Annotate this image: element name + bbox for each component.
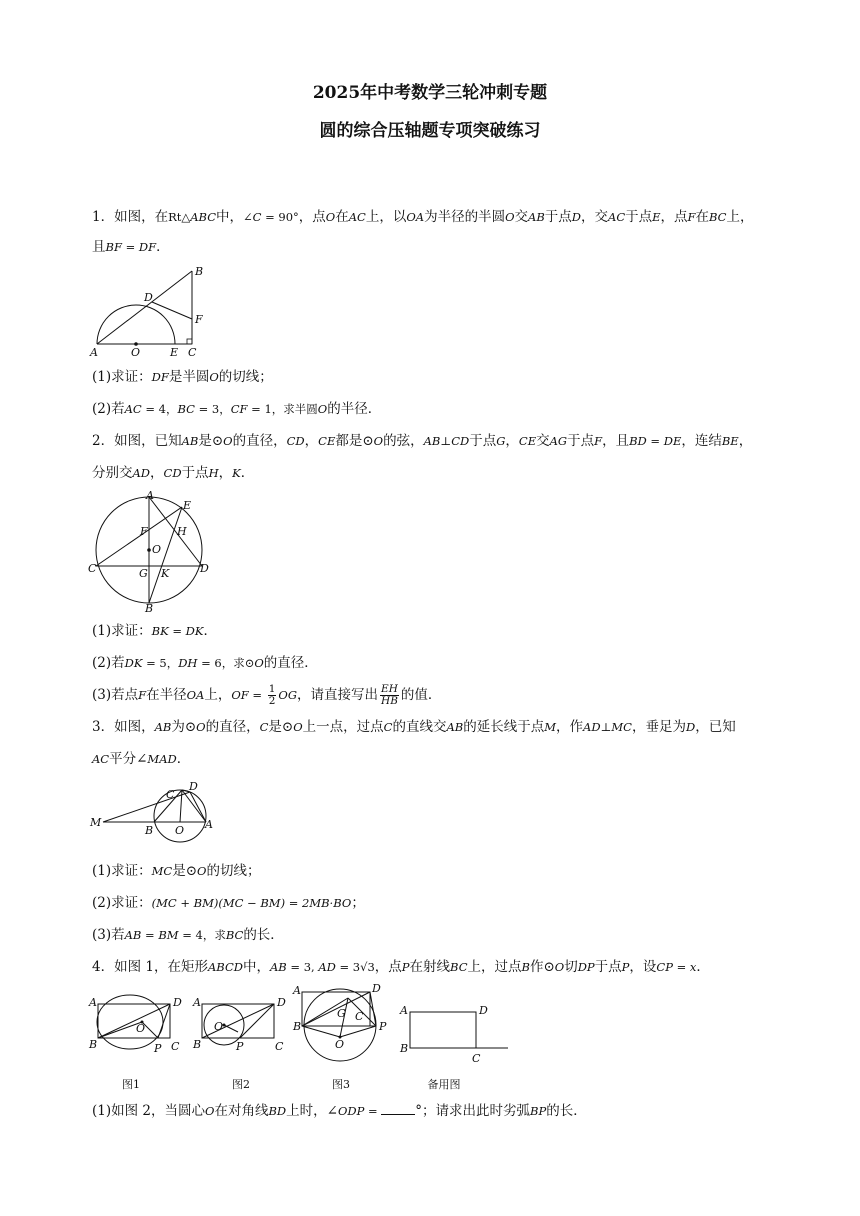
fig2-label-o: O: [214, 1020, 224, 1033]
fig1-label-p: P: [154, 1042, 162, 1055]
q3-part3: (3)若AB = BM = 4，求BC的长．: [92, 927, 284, 943]
fig4-label-b: B: [400, 1042, 409, 1055]
q2-stem-line1: 2．如图，已知AB是⊙O的直径，CD，CE都是⊙O的弦，AB⊥CD于点G，CE交AG于点F，且BD = DE，连结BE，: [92, 433, 753, 449]
q4-caption-fig1: 图1: [122, 1078, 140, 1091]
page-title: 2025年中考数学三轮冲刺专题: [312, 83, 548, 103]
q3-figure: [88, 778, 218, 838]
q4-figure-1: [86, 992, 186, 1056]
q1-figure: [88, 264, 218, 360]
fig3-label-p: P: [379, 1020, 387, 1033]
q3-part1: (1)求证：MC是⊙O的切线；: [92, 863, 261, 879]
q1-label-e: E: [170, 346, 179, 359]
q4-caption-fig3: 图3: [332, 1078, 350, 1091]
fig3-label-o: O: [335, 1038, 345, 1051]
q3-label-c: C: [166, 788, 175, 801]
fig1-label-o: O: [136, 1022, 146, 1035]
q3-label-a: A: [205, 818, 213, 831]
q1-label-a: A: [90, 346, 98, 359]
q3-label-o: O: [175, 824, 185, 837]
q2-label-k: K: [161, 567, 170, 580]
fig3-label-b: B: [293, 1020, 302, 1033]
q3-label-m: M: [90, 816, 102, 829]
q4-figure-3: [290, 982, 394, 1072]
q2-figure: [86, 488, 216, 614]
q1-label-f: F: [195, 313, 203, 326]
q2-label-h: H: [177, 525, 187, 538]
q2-part3: (3)若点F在半径OA上，OF = $\frac{1}{2}$ OG，请直接写出 $\frac{EH}{HB}$ 的值．: [92, 683, 442, 707]
q4-caption-fig2: 图2: [232, 1078, 250, 1091]
fig4-label-c: C: [472, 1052, 481, 1065]
q4-figure-spare: [396, 1000, 512, 1064]
q2-fraction-half: $\frac{1}{2}$: [268, 683, 276, 707]
q1-stem-line1: 1．如图，在Rt△ABC中，∠C = 90°，点O在AC上，以OA为半径的半圆O交AB于点D，交AC于点E，点F在BC上，: [92, 209, 754, 225]
q4-caption-spare: 备用图: [427, 1078, 461, 1091]
q4-answer-blank[interactable]: [381, 1102, 415, 1115]
q1-part1: (1)求证：DF是半圆O的切线；: [92, 369, 273, 385]
fig2-label-a: A: [193, 996, 201, 1009]
q3-label-b: B: [145, 824, 154, 837]
fig1-label-a: A: [89, 996, 97, 1009]
q2-fraction-eh-hb: $\frac{EH}{HB}$: [381, 683, 398, 707]
fig3-label-c: C: [355, 1010, 364, 1023]
q3-label-d: D: [189, 780, 198, 793]
fig4-label-d: D: [479, 1004, 488, 1017]
q4-stem-line1: 4．如图 1，在矩形ABCD中，AB = 3, AD = 3√3，点P在射线BC上，过点B作⊙O切DP于点P，设CP = x．: [92, 959, 710, 975]
q2-stem-line2: 分别交AD，CD于点H，K．: [92, 465, 255, 481]
q2-label-c: C: [88, 562, 97, 575]
q1-part2: (2)若AC = 4，BC = 3，CF = 1，求半圆O的半径．: [92, 401, 382, 417]
q3-stem-line2: AC平分∠MAD．: [92, 751, 191, 767]
fig3-label-d: D: [372, 982, 381, 995]
fig3-label-g: G: [337, 1007, 346, 1020]
q2-label-b: B: [145, 602, 154, 615]
q3-part2: (2)求证：(MC + BM)(MC − BM) = 2MB·BO；: [92, 895, 365, 911]
q1-label-c: C: [188, 346, 197, 359]
q2-label-e: E: [183, 499, 192, 512]
fig1-label-d: D: [173, 996, 182, 1009]
fig3-label-a: A: [293, 984, 301, 997]
q2-label-f: F: [140, 525, 148, 538]
q1-label-d: D: [144, 291, 153, 304]
fig4-label-a: A: [400, 1004, 408, 1017]
q2-part2: (2)若DK = 5，DH = 6，求⊙O的直径．: [92, 655, 318, 671]
fig2-label-p: P: [236, 1040, 244, 1053]
page-subtitle: 圆的综合压轴题专项突破练习: [319, 121, 541, 141]
q2-label-d: D: [200, 562, 209, 575]
q1-label-o: O: [131, 346, 141, 359]
q1-label-b: B: [195, 265, 204, 278]
q3-stem-line1: 3．如图，AB为⊙O的直径，C是⊙O上一点，过点C的直线交AB的延长线于点M，作AD⊥MC，垂足为D，已知: [92, 719, 736, 735]
q2-label-a: A: [146, 489, 154, 502]
fig1-label-c: C: [171, 1040, 180, 1053]
q2-label-o: O: [152, 543, 162, 556]
fig2-label-d: D: [277, 996, 286, 1009]
fig2-label-c: C: [275, 1040, 284, 1053]
q1-stem-line2: 且BF = DF．: [92, 239, 170, 255]
q2-label-g: G: [139, 567, 148, 580]
q4-part1: (1)如图 2，当圆心O在对角线BD上时，∠ODP = °；请求出此时劣弧BP的长．: [92, 1103, 587, 1119]
q4-figure-2: [190, 992, 290, 1056]
fig2-label-b: B: [193, 1038, 202, 1051]
fig1-label-b: B: [89, 1038, 98, 1051]
q2-part1: (1)求证：BK = DK．: [92, 623, 217, 639]
